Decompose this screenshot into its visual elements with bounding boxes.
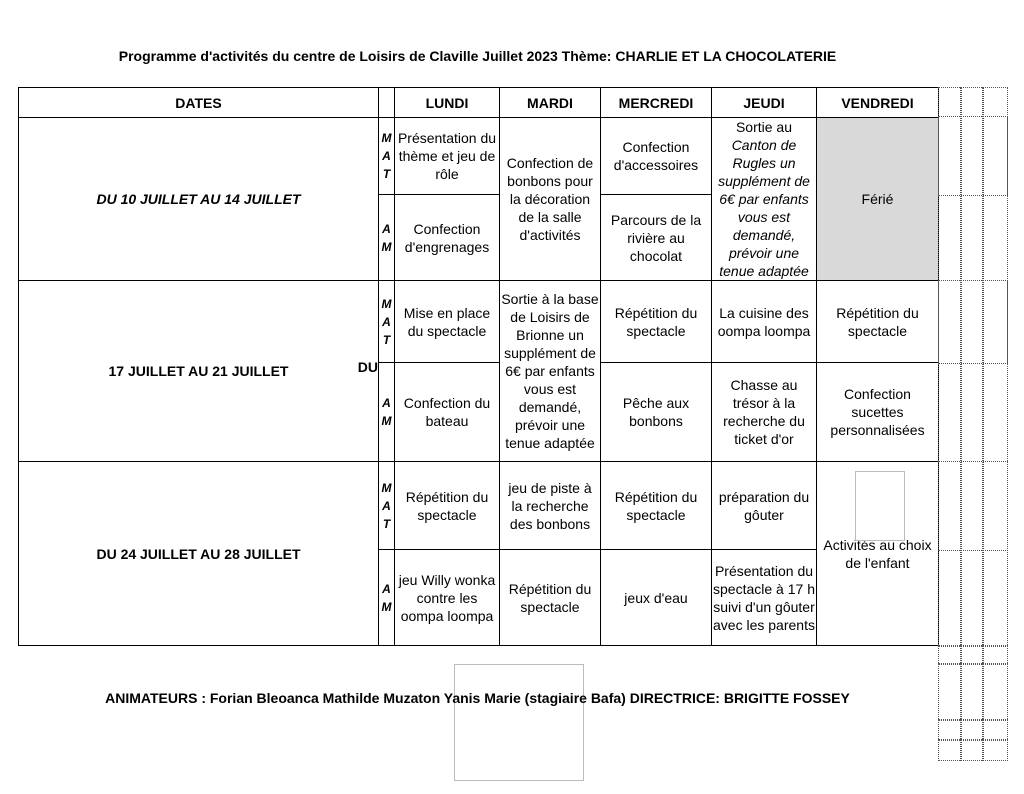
week2-vendredi-mat: Répétition du spectacle (817, 281, 939, 363)
week3-jeudi-am: Présentation du spectacle à 17 h suivi d'un gôuter avec les parents (712, 550, 817, 646)
dotted-cell (938, 461, 1008, 551)
dotted-cell (938, 739, 962, 761)
image-placeholder (855, 471, 905, 541)
period-mat: M A T (379, 462, 395, 550)
week2-dates-text: 17 JUILLET AU 21 JUILLET (108, 363, 289, 379)
week3-lundi-am: jeu Willy wonka contre les oompa loompa (395, 550, 500, 646)
week2-lundi-am: Confection du bateau (395, 363, 500, 462)
week3-mat-row (19, 462, 939, 550)
dotted-cell (938, 116, 1008, 196)
header-vendredi: VENDREDI (817, 88, 939, 118)
dotted-cell (960, 663, 984, 721)
dotted-cell (960, 719, 984, 741)
dotted-cell (982, 739, 1008, 761)
header-mercredi: MERCREDI (601, 88, 712, 118)
dotted-cell (960, 645, 984, 665)
week3-mercredi-am: jeux d'eau (601, 550, 712, 646)
week1-jeudi (712, 118, 817, 281)
week3-mercredi-mat: Répétition du spectacle (601, 462, 712, 550)
week3-mardi-mat: jeu de piste à la recherche des bonbons (500, 462, 601, 550)
week3-lundi-mat: Répétition du spectacle (395, 462, 500, 550)
week3-vendredi: Activités au choix de l'enfant (817, 462, 939, 646)
dotted-cell (938, 719, 962, 741)
dotted-cell (982, 663, 1008, 721)
week1-mat-row (19, 118, 939, 195)
week2-vendredi-am: Confection sucettes personnalisées (817, 363, 939, 462)
header-period (379, 88, 395, 118)
week1-mardi: Confection de bonbons pour la décoration de la salle d'activités (500, 118, 601, 281)
week1-lundi-mat: Présentation du thème et jeu de rôle (395, 118, 500, 195)
page-title: Programme d'activités du centre de Loisirs de Claville Juillet 2023 Thème: CHARLIE ET LA CHOCOLATERIE (118, 48, 837, 64)
dotted-cell (982, 645, 1008, 665)
week2-jeudi-mat: La cuisine des oompa loompa (712, 281, 817, 363)
dotted-cell (982, 719, 1008, 741)
week2-mardi: Sortie à la base de Loisirs de Brionne un supplément de 6€ par enfants vous est demandé, prévoir une tenue adaptée (500, 281, 601, 462)
week2-dates-du: DU (357, 359, 378, 375)
week3-jeudi-mat: préparation du gôuter (712, 462, 817, 550)
period-mat: M A T (379, 281, 395, 363)
period-am: A M (379, 550, 395, 646)
week1-jeudi-line1: Sortie au (735, 119, 793, 135)
week3-mardi-am: Répétition du spectacle (500, 550, 601, 646)
footer-staff: ANIMATEURS : Forian Bleoanca Mathilde Muzaton Yanis Marie (stagiaire Bafa) DIRECTRICE: BRIGITTE FOSSEY (105, 690, 850, 706)
week2-dates (19, 281, 379, 462)
week2-mercredi-mat: Répétition du spectacle (601, 281, 712, 363)
week2-jeudi-am: Chasse au trésor à la recherche du ticket d'or (712, 363, 817, 462)
period-mat: M A T (379, 118, 395, 195)
week1-lundi-am: Confection d'engrenages (395, 195, 500, 281)
dotted-cell (938, 645, 962, 665)
week1-mercredi-mat: Confection d'accessoires (601, 118, 712, 195)
week2-mat-row (19, 281, 939, 363)
image-placeholder (454, 664, 584, 781)
week1-jeudi-rest: Canton de Rugles un supplément de 6€ par enfants vous est demandé, prévoir une tenue adaptée (718, 137, 810, 279)
week2-mercredi-am: Pêche aux bonbons (601, 363, 712, 462)
header-mardi: MARDI (500, 88, 601, 118)
header-dates: DATES (19, 88, 379, 118)
week3-dates: DU 24 JUILLET AU 28 JUILLET (19, 462, 379, 646)
week2-lundi-mat: Mise en place du spectacle (395, 281, 500, 363)
dotted-cell (938, 280, 1008, 364)
period-am: A M (379, 195, 395, 281)
schedule-table (18, 87, 939, 646)
header-jeudi: JEUDI (712, 88, 817, 118)
week1-dates: DU 10 JUILLET AU 14 JUILLET (19, 118, 379, 281)
header-row (19, 88, 939, 118)
dotted-cell (960, 739, 984, 761)
week1-mercredi-am: Parcours de la rivière au chocolat (601, 195, 712, 281)
week1-vendredi-ferie: Férié (817, 118, 939, 281)
period-am: A M (379, 363, 395, 462)
header-lundi: LUNDI (395, 88, 500, 118)
